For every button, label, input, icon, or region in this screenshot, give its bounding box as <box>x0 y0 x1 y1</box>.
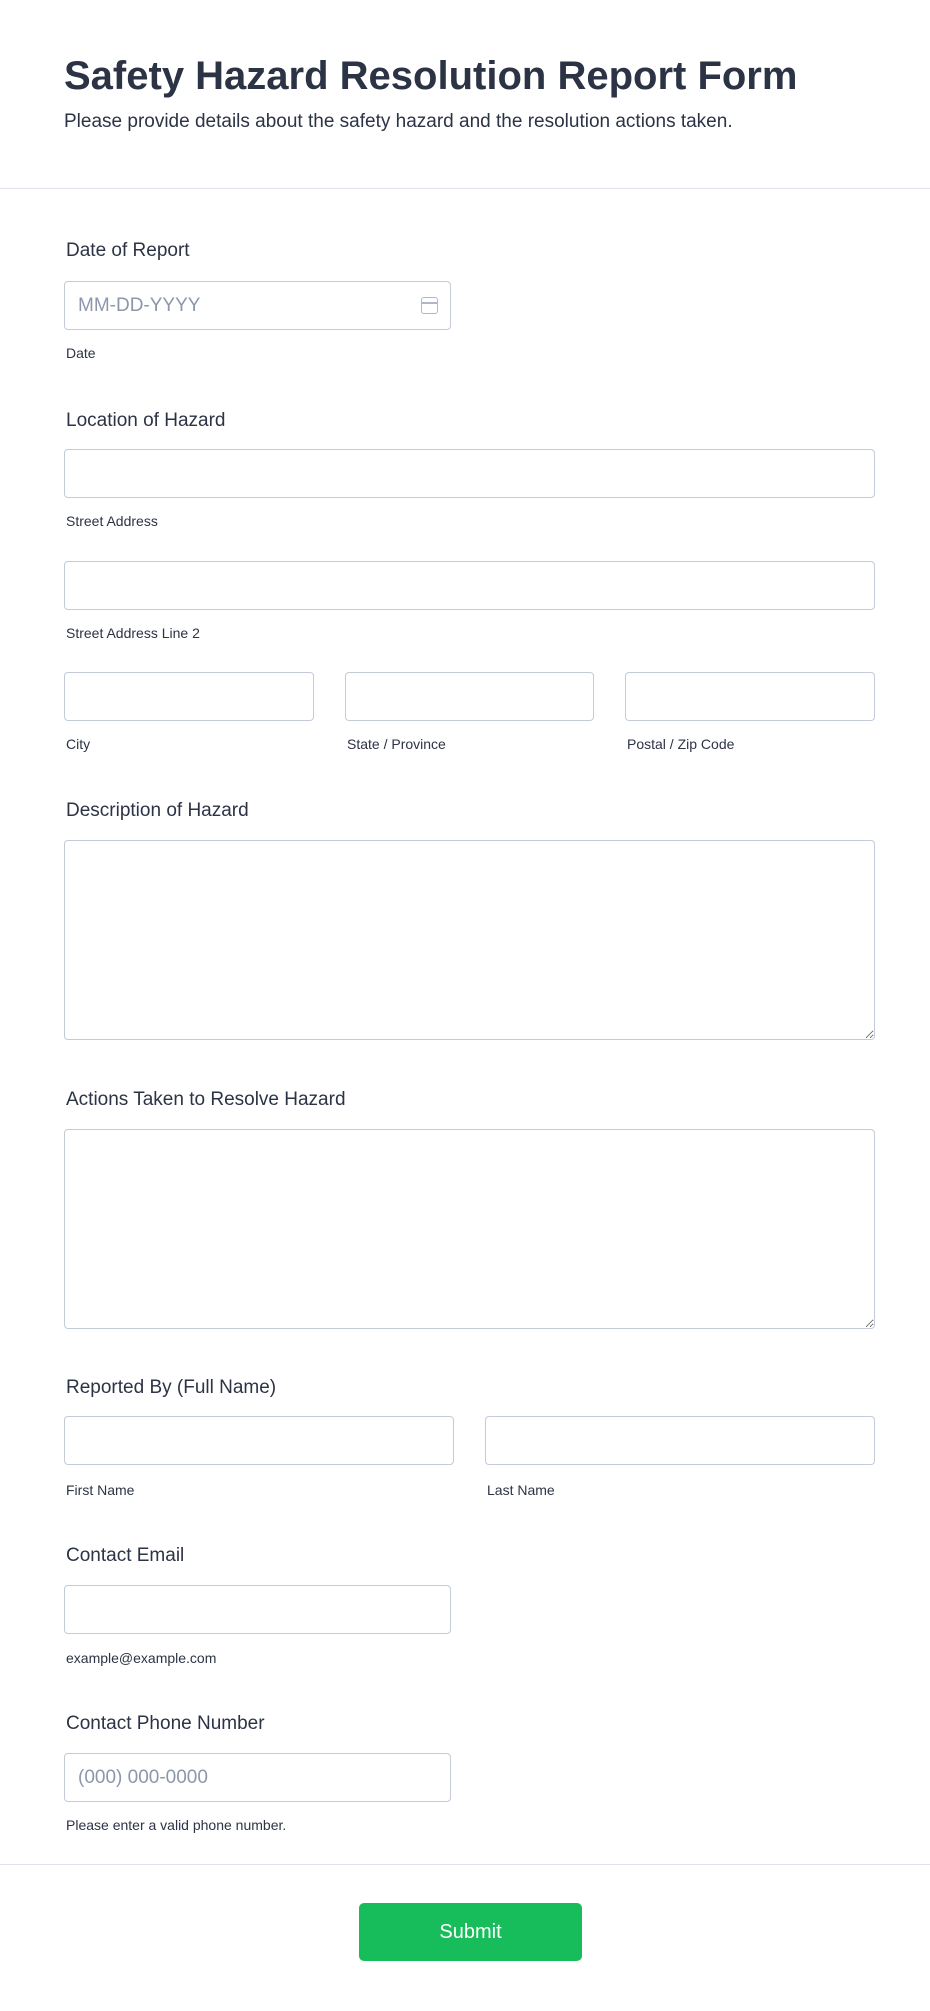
zip-input[interactable] <box>625 672 875 721</box>
email-label: Contact Email <box>66 1545 185 1566</box>
phone-placeholder: (000) 000-0000 <box>78 1766 208 1788</box>
submit-button[interactable]: Submit <box>359 1903 582 1961</box>
first-name-sublabel: First Name <box>66 1482 135 1498</box>
date-sublabel: Date <box>66 345 96 361</box>
email-sublabel: example@example.com <box>66 1650 217 1666</box>
actions-label: Actions Taken to Resolve Hazard <box>66 1089 346 1110</box>
phone-input[interactable] <box>64 1753 451 1802</box>
email-input[interactable] <box>64 1585 451 1634</box>
date-label: Date of Report <box>66 240 190 261</box>
reported-by-label: Reported By (Full Name) <box>66 1377 277 1398</box>
form-subtitle: Please provide details about the safety hazard and the resolution actions taken. <box>64 111 733 132</box>
date-placeholder: MM-DD-YYYY <box>78 294 201 316</box>
calendar-icon[interactable] <box>421 297 438 314</box>
street-address-line2-input[interactable] <box>64 561 875 610</box>
header-divider <box>0 188 930 189</box>
city-input[interactable] <box>64 672 314 721</box>
state-sublabel: State / Province <box>347 736 446 752</box>
phone-label: Contact Phone Number <box>66 1713 265 1734</box>
description-label: Description of Hazard <box>66 800 249 821</box>
first-name-input[interactable] <box>64 1416 454 1465</box>
state-input[interactable] <box>345 672 594 721</box>
location-label: Location of Hazard <box>66 410 226 431</box>
last-name-input[interactable] <box>485 1416 875 1465</box>
street-address-input[interactable] <box>64 449 875 498</box>
footer-divider <box>0 1864 930 1865</box>
form-title: Safety Hazard Resolution Report Form <box>64 54 798 98</box>
street-address-line2-sublabel: Street Address Line 2 <box>66 625 200 641</box>
description-textarea[interactable] <box>64 840 875 1040</box>
actions-textarea[interactable] <box>64 1129 875 1329</box>
last-name-sublabel: Last Name <box>487 1482 555 1498</box>
street-address-sublabel: Street Address <box>66 513 158 529</box>
phone-sublabel: Please enter a valid phone number. <box>66 1817 287 1833</box>
city-sublabel: City <box>66 736 91 752</box>
zip-sublabel: Postal / Zip Code <box>627 736 735 752</box>
date-input[interactable] <box>64 281 451 330</box>
